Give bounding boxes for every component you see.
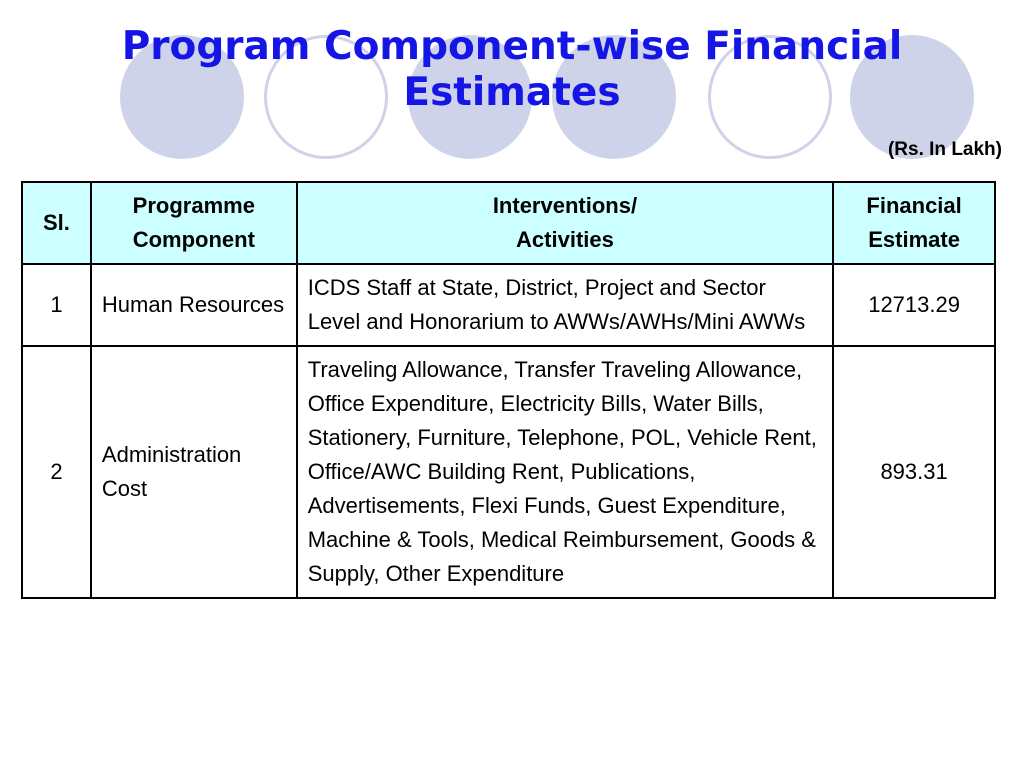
cell-estimate: 12713.29 — [833, 264, 995, 346]
table-row — [22, 346, 995, 598]
header-sl: Sl. — [22, 182, 91, 264]
financial-estimates-table — [21, 181, 996, 599]
cell-activities: Traveling Allowance, Transfer Traveling Allowance, Office Expenditure, Electricity Bills, Water Bills, Stationery, Furniture, Telephone, POL, Vehicle Rent, Office/AWC Building Rent, Publications, Advertisements, Flexi Funds, Guest Expenditure, Machine & Tools, Medical Reimbursement, Goods & Supply, Other Expenditure — [297, 346, 833, 598]
cell-component: Administration Cost — [91, 346, 297, 598]
header-financial-estimate: Financial Estimate — [833, 182, 995, 264]
unit-note: (Rs. In Lakh) — [887, 139, 1002, 160]
header-programme-component: Programme Component — [91, 182, 297, 264]
table-row — [22, 264, 995, 346]
slide-title: Program Component-wise Financial Estimates — [121, 24, 903, 115]
cell-activities: ICDS Staff at State, District, Project and Sector Level and Honorarium to AWWs/AWHs/Mini AWWs — [297, 264, 833, 346]
cell-sl: 2 — [22, 346, 91, 598]
table-header-row — [22, 182, 995, 264]
cell-estimate: 893.31 — [833, 346, 995, 598]
header-activities-line2: Activities — [516, 227, 614, 252]
header-interventions-activities — [297, 182, 833, 264]
cell-sl: 1 — [22, 264, 91, 346]
header-activities-line1: Interventions/ — [492, 193, 638, 218]
cell-component: Human Resources — [91, 264, 297, 346]
